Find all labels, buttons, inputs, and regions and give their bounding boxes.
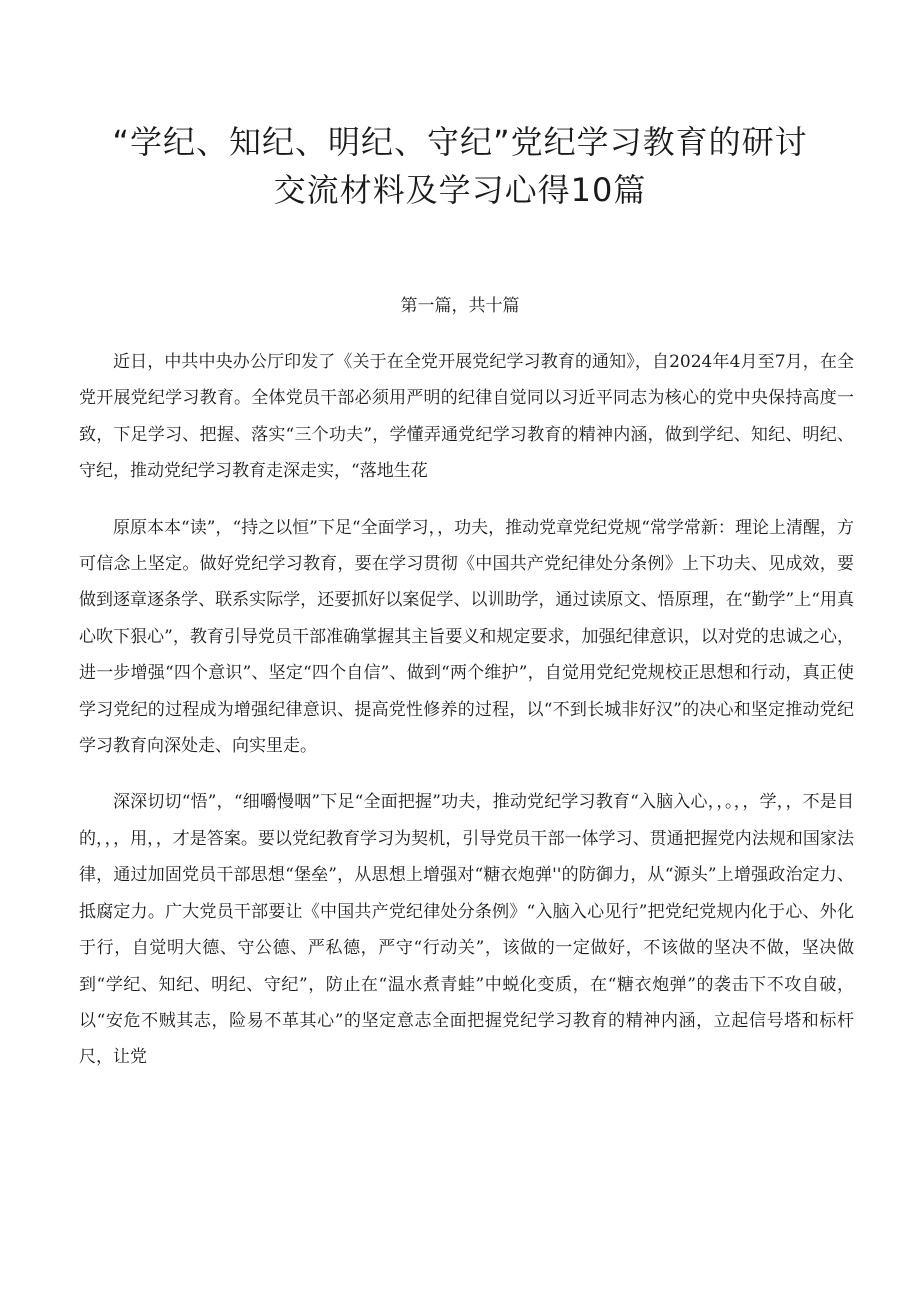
document-title [60, 118, 860, 214]
document-title-line-2: 交流材料及学习心得10篇 [273, 171, 647, 209]
body-paragraph-2: 原原本本“读”，“持之以恒”下足“全面学习，，功夫，推动党章党纪党规“常学常新：理论上清醒，方可信念上坚定。做好党纪学习教育，要在学习贯彻《中国共产党纪律处分条例》上下功夫、见成效，要做到逐章逐条学、联系实际学，还要抓好以案促学、以训助学，通过读原文、悟原理，在“勤学”上“用真心吹下狠心”，教育引导党员干部准确掌握其主旨要义和规定要求，加强纪律意识，以对党的忠诚之心，进一步增强“四个意识”、坚定“四个自信”、做到“两个维护”，自觉用党纪党规校正思想和行动，真正使学习党纪的过程成为增强纪律意识、提高党性修养的过程，以“不到长城非好汉”的决心和坚定推动党纪学习教育向深处走、向实里走。 [79, 517, 854, 757]
document-title-line-1: “学纪、知纪、明纪、守纪”党纪学习教育的研讨 [112, 123, 808, 161]
document-body [79, 344, 854, 1076]
section-heading: 第一篇，共十篇 [400, 296, 520, 316]
body-paragraph-3: 深深切切“悟”，“细嚼慢咽”下足“全面把握”功夫，推动党纪学习教育“入脑入心，，。，，学，，不是目的，，，用，，才是答案。要以党纪教育学习为契机，引导党员干部一体学习、贯通把握党内法规和国家法律，通过加固党员干部思想“堡垒”，从思想上增强对“糖衣炮弹''的防御力，从“源头”上增强政治定力、抵腐定力。广大党员干部要让《中国共产党纪律处分条例》“入脑入心见行”把党纪党规内化于心、外化于行，自觉明大德、守公德、严私德，严守“行动关”，该做的一定做好，不该做的坚决不做，坚决做到“学纪、知纪、明纪、守纪”，防止在“温水煮青蛙”中蜕化变质，在“糖衣炮弹”的袭击下不攻自破，以“安危不贼其志，险易不革其心”的坚定意志全面把握党纪学习教育的精神内涵，立起信号塔和标杆尺，让党 [79, 792, 854, 1068]
body-paragraph-1: 近日，中共中央办公厅印发了《关于在全党开展党纪学习教育的通知》，自2024年4月至7月，在全党开展党纪学习教育。全体党员干部必须用严明的纪律自觉同以习近平同志为核心的党中央保持高度一致，下足学习、把握、落实“三个功夫”，学懂弄通党纪学习教育的精神内涵，做到学纪、知纪、明纪、守纪，推动党纪学习教育走深走实，“落地生花 [79, 352, 854, 482]
